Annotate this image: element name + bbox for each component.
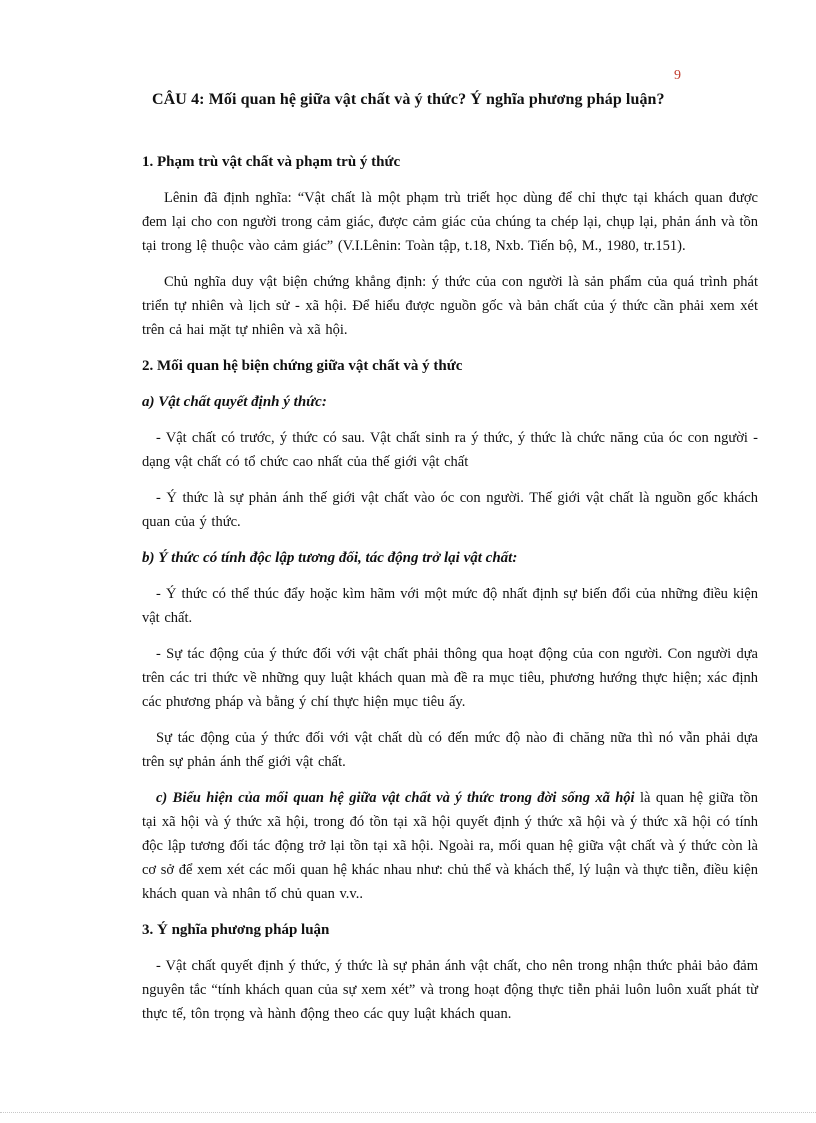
- section-2b-paragraph-3: Sự tác động của ý thức đối với vật chất dù có đến mức độ nào đi chăng nữa thì nó vẫn phải dựa trên sự phản ánh thế giới vật chất.: [142, 730, 758, 770]
- page-title: CÂU 4: Mối quan hệ giữa vật chất và ý thức? Ý nghĩa phương pháp luận?: [152, 91, 665, 108]
- section-1-paragraph-2: Chủ nghĩa duy vật biện chứng khẳng định: ý thức của con người là sản phẩm của quá trình phát triển tự nhiên và lịch sử - xã hội. Để hiểu được nguồn gốc và bản chất của ý thức cần phải xem xét trên cả hai mặt tự nhiên và xã hội.: [142, 274, 758, 338]
- section-2a-heading: a) Vật chất quyết định ý thức:: [142, 394, 327, 410]
- section-2c-label: c) Biểu hiện của mối quan hệ giữa vật chất và ý thức trong đời sống xã hội: [156, 790, 635, 806]
- page-bottom-divider: [0, 1112, 816, 1113]
- section-1-heading: 1. Phạm trù vật chất và phạm trù ý thức: [142, 154, 401, 170]
- section-1-paragraph-1: Lênin đã định nghĩa: “Vật chất là một phạm trù triết học dùng để chỉ thực tại khách quan được đem lại cho con người trong cảm giác, được cảm giác của chúng ta chép lại, chụp lại, phản ánh và tồn tại trong lệ thuộc vào cảm giác” (V.I.Lênin: Toàn tập, t.18, Nxb. Tiến bộ, M., 1980, tr.151).: [142, 190, 758, 254]
- section-2b-paragraph-2: - Sự tác động của ý thức đối với vật chất phải thông qua hoạt động của con người. Con người dựa trên các tri thức về những quy luật khách quan mà đề ra mục tiêu, phương hướng thực hiện; xác định các phương pháp và bằng ý chí thực hiện mục tiêu ấy.: [142, 646, 758, 710]
- section-3-paragraph-1: - Vật chất quyết định ý thức, ý thức là sự phản ánh vật chất, cho nên trong nhận thức phải bảo đảm nguyên tắc “tính khách quan của sự xem xét” và trong hoạt động thực tiễn phải luôn luôn xuất phát từ thực tế, tôn trọng và hành động theo các quy luật khách quan.: [142, 958, 758, 1022]
- document-body: [142, 150, 758, 1038]
- section-2a-paragraph-1: - Vật chất có trước, ý thức có sau. Vật chất sinh ra ý thức, ý thức là chức năng của óc con người - dạng vật chất có tổ chức cao nhất của thế giới vật chất: [142, 430, 758, 470]
- section-2c-text: là quan hệ giữa tồn tại xã hội và ý thức xã hội, trong đó tồn tại xã hội quyết định ý thức xã hội và ý thức xã hội có tính độc lập tương đối tác động trở lại tồn tại xã hội. Ngoài ra, mối quan hệ giữa vật chất và ý thức còn là cơ sở để xem xét các mối quan hệ khác nhau như: chủ thể và khách thể, lý luận và thực tiễn, điều kiện khách quan và nhân tố chủ quan v.v..: [142, 790, 758, 902]
- section-2b-paragraph-1: - Ý thức có thể thúc đẩy hoặc kìm hãm với một mức độ nhất định sự biến đổi của những điều kiện vật chất.: [142, 586, 758, 626]
- section-3-heading: 3. Ý nghĩa phương pháp luận: [142, 922, 330, 938]
- section-2-heading: 2. Mối quan hệ biện chứng giữa vật chất và ý thức: [142, 358, 463, 374]
- section-2a-paragraph-2: - Ý thức là sự phản ánh thế giới vật chất vào óc con người. Thế giới vật chất là nguồn gốc khách quan của ý thức.: [142, 490, 758, 530]
- section-2c-paragraph: [142, 786, 758, 906]
- section-2b-heading: b) Ý thức có tính độc lập tương đối, tác động trở lại vật chất:: [142, 550, 518, 566]
- page-number: 9: [674, 68, 681, 83]
